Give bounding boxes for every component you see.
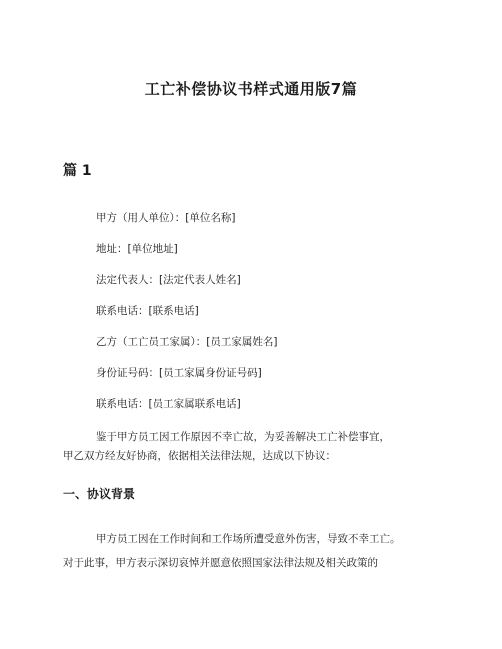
party-a-name-field: 甲方（用人单位）：[单位名称] [96,212,236,224]
party-b-name-field: 乙方（工亡员工家属）：[员工家属姓名] [96,336,278,348]
party-a-phone-field: 联系电话：[联系电话] [96,305,199,317]
intro-paragraph-line: 甲乙双方经友好协商，依据相关法律法规，达成以下协议： [63,450,336,462]
section-heading: 篇 1 [63,163,92,179]
subsection-heading: 一、协议背景 [63,487,136,501]
party-b-phone-field: 联系电话：[员工家属联系电话] [96,398,241,410]
background-paragraph-line: 甲方员工因在工作时间和工作场所遭受意外伤害，导致不幸工亡。 [96,533,401,545]
party-b-id-number-field: 身份证号码：[员工家属身份证号码] [96,367,262,379]
document-title: 工亡补偿协议书样式通用版7篇 [144,80,358,98]
background-paragraph-line: 对于此事，甲方表示深切哀悼并愿意依照国家法律法规及相关政策的 [63,557,378,569]
party-a-address-field: 地址：[单位地址] [96,243,178,255]
party-a-legal-representative-field: 法定代表人：[法定代表人姓名] [96,274,241,286]
intro-paragraph-line: 鉴于甲方员工因工作原因不幸亡故，为妥善解决工亡补偿事宜， [96,431,390,443]
